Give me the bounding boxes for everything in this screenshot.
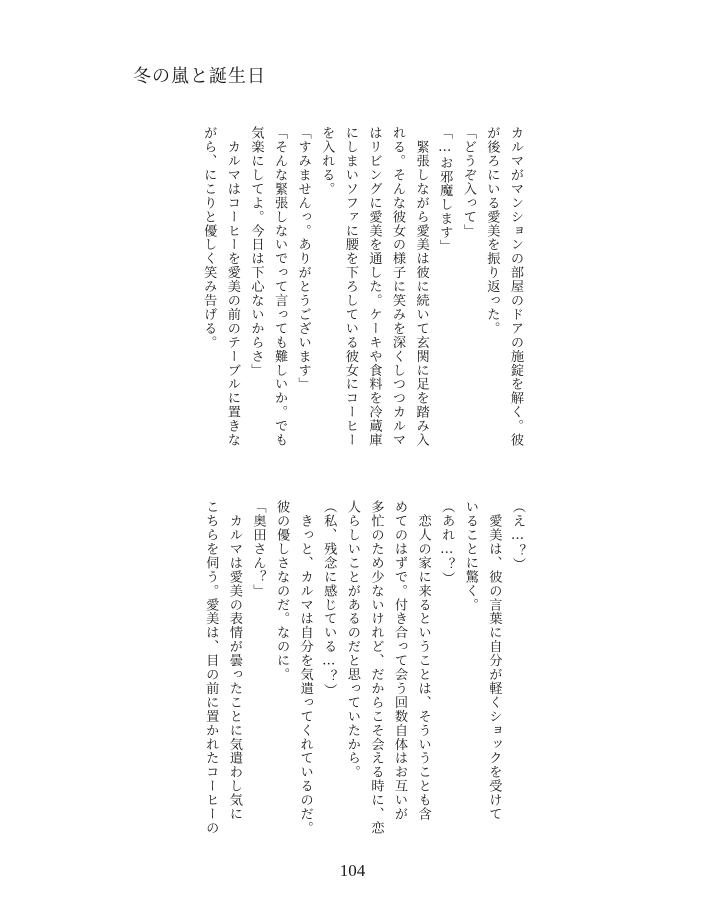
text-line: を入れる。 [319,126,335,196]
text-line: 恋人の家に来るということは、そういうことも含 [415,500,431,821]
text-line: （え…？） [510,500,525,572]
text-line: 多忙のため少ないけれど、だからこそ会える時に、恋 [368,500,384,835]
text-line: （あれ…？） [439,500,455,586]
text-line: こちらを伺う。愛美は、目の前に置かれたコーヒーの [203,500,219,835]
text-line: 愛美は、彼の言葉に自分が軽くショックを受けて [486,500,502,821]
text-line: がら、にこりと優しく笑み告げる。 [201,126,217,350]
text-line: きっと、カルマは自分を気遣ってくれているのだ。 [297,500,313,835]
text-line: 「奥田さん？」 [250,500,266,598]
text-line: 「すみませんっ。ありがとうございます」 [295,126,311,392]
chapter-title: 冬の嵐と誕生日 [133,66,266,87]
text-line: めてのはずで。付き合って会う回数自体はお互いが [392,500,408,821]
lower-text-block [199,500,529,865]
upper-text-block [197,126,527,486]
text-line: カルマがマンションの部屋のドアの施錠を解く。彼 [508,126,523,447]
text-line: れる。そんな彼女の様子に笑みを深くしつつカルマ [390,126,406,447]
text-line: にしまいソファに腰を下ろしている彼女にコーヒー [342,126,358,447]
text-line: が後ろにいる愛美を振り返った。 [484,126,500,336]
text-line: カルマはコーヒーを愛美の前のテーブルに置きな [224,126,240,447]
text-line: （私、残念に感じている…？） [321,500,337,698]
text-line: はリビングに愛美を通した。ケーキや食料を冷蔵庫 [366,126,382,447]
text-line: 「どうぞ入って」 [460,126,476,238]
text-line: 気楽にしてよ。今日は下心ないからさ」 [248,126,264,378]
text-line: カルマは愛美の表情が曇ったことに気遣わし気に [226,500,242,821]
text-line: 「そんな緊張しないでって言っても難しいか。でも [272,126,288,447]
text-line: 彼の優しさなのだ。なのに。 [274,500,290,682]
text-line: 「…お邪魔します」 [437,126,453,254]
page-number: 104 [339,861,366,880]
text-line: いることに驚く。 [462,500,478,612]
text-line: 緊張しながら愛美は彼に続いて玄関に足を踏み入 [413,126,429,447]
text-line: 人らしいことがあるのだと思っていたから。 [344,500,360,779]
